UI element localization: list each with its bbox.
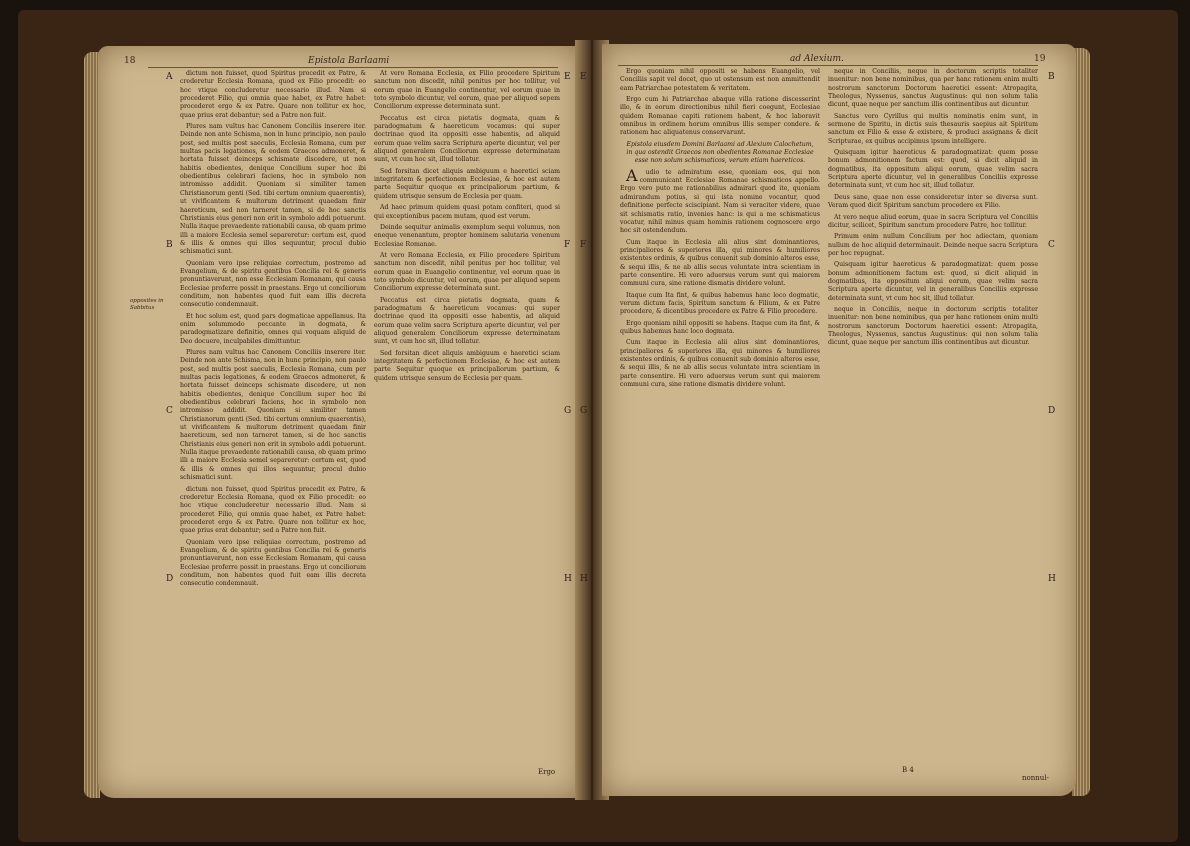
- paragraph: Deinde sequitur animalis exemplum sequi volumus, non eneque venenantum, propter hominem salutaria venenum Ecclesiae Romanae.: [374, 223, 560, 248]
- margin-letter: G: [564, 406, 572, 416]
- margin-letter: E: [580, 72, 587, 82]
- paragraph: Ad haec primum quidem quasi potam confiteri, quod si qui exceptionibus pacem mutam, quod est verum.: [374, 204, 560, 220]
- epistle-heading: Epistola eiusdem Domini Barlaami ad Alexium Calochetum, in qua ostendit Graecos non obedientes Romanae Ecclesiae esse non solum schismaticos, verum etiam haereticos.: [626, 140, 814, 165]
- margin-letter: A: [166, 72, 173, 82]
- paragraph: Ergo quoniam nihil oppositi se habens Euangelio, vel Conciliis sapit vel docet, quo ut ostensum est non ammittendit eam Patriarchae potestatem & veritatem.: [620, 68, 820, 92]
- paragraph: Peccatus est circa pietatis dogmata, quam & paradogmatum & haereticum vocamus: qui super doctrinae quod ita oppositi esse habentis, ad aliquid eorum quae velim sacra Scriptura aperte dicuntur, vel per aliquod generalem Conciliorum expresse determinatam sunt, vt cum hoc sit, illud tollatur.: [374, 114, 560, 164]
- margin-letter: B: [166, 240, 173, 250]
- paragraph: At vero Romana Ecclesia, ex Filio procedere Spiritum sanctum non discedit, nihil penitus per hoc tollitur, vel eorum quae in Euangelio continentur, vel eorum quae in toto symbolo dicuntur, vel eorum, quae per aliquod sepem Conciliorum expresse determinata sunt.: [374, 251, 560, 293]
- paragraph: At vero Romana Ecclesia, ex Filio procedere Spiritum sanctum non discedit, nihil penitus per hoc tollitur, vel eorum quae in Euangelio continentur, vel eorum quae in toto symbolo dicuntur, vel eorum, quae per aliquod sepem Conciliorum expresse determinata sunt.: [374, 70, 560, 111]
- paragraph: neque in Conciliis, neque in doctorum scriptis totaliter inuenitur: non bene nominibus, qua per hanc rationem enim multi nostrorum sanctorum Doctorum haeretici essent: Atropagita, Theologus, Nyssenus, sanctus Augustinus: qui non solum talia dicunt, quae neque per sanctum illis continentibus aut dicuntur.: [828, 68, 1038, 109]
- paragraph: Peccatus est circa pietatis dogmata, quam & paradogmatum & haereticum vocamus: qui super doctrinae quod ita oppositi esse habentis, ad aliquid eorum quae velim sacra Scriptura aperte dicuntur, vel per aliquod generalem Conciliorum expresse determinatam sunt, vt cum hoc sit, illud tollatur.: [374, 296, 560, 346]
- paragraph: Et hoc solum est, quod pars dogmaticae appellamus. Ita enim solummodo peccante in dogmata, & paradogmatizare definitio, omnes qui voquam aliquid de Deo docuere, inculpabiles dimittuntur.: [180, 312, 366, 345]
- paragraph: Plures nam vultus hac Canonem Conciliis inserere iter. Deinde non ante Schisma, non in hunc principio, non paulo post, sed multis post saeculis, Ecclesia Romana, cum per multas pacis legationes, & eodem Graecos admoneret, & hortata fuisset deinceps schismate discedere, ut non habitis obedientes, denique Concilium super hoc ibi obedientibus celebrari faciens, hoc in symbolo non intromisso addidit. Quoniam si similiter tamen Christianorum genti (Sed. tibi certum omnium quaerentis), ut vivificantem & multorum detriment quaedam finir haereticum, sed non tarneret tamen, si de hoc sanctis Christianis eius generi non erit in symbolo addi potuerunt. Nulla itaque prevaedente rationabili causa, ob quam primo illi a maiore Ecclesia semel separeretur: certum est, quod & illis & omnes qui illos sequuntur, procul dubio schismatici sunt.: [180, 349, 366, 482]
- paragraph: Ergo quoniam nihil oppositi se habens. Itaque cum ita fint, & quibus habemus hanc loco dogmata.: [620, 319, 820, 335]
- margin-letter: F: [580, 240, 587, 250]
- margin-letter: E: [564, 72, 571, 82]
- margin-letter: G: [580, 406, 588, 416]
- catchword: nonnul-: [1022, 774, 1049, 782]
- margin-letter: D: [166, 574, 174, 584]
- paragraph: dictum non fuisset, quod Spiritus procedit ex Patre, & crederetur Ecclesia Romana, quod ex Filio procedit: eo hoc vtique concluderetur necessario illud. Nam si procederet Filio, qui omnia quae habet, ex Patre habet: procederet ergo & ex Patre. Quare non tollitur ex hoc, quae prius erat debantur; sed a Patre non fuit.: [180, 70, 366, 119]
- running-head: ad Alexium.: [790, 54, 844, 64]
- margin-letter: C: [1048, 240, 1055, 250]
- margin-letter: H: [564, 574, 572, 584]
- signature-mark: B 4: [902, 766, 914, 774]
- paragraph: Cum itaque in Ecclesia alii alius sint dominantiores, principaliores & superiores illa, qui minores & humiliores existentes ordinis, & quibus conuenit sub dominio alteros esse, & sequi illis, & ne ab allis secus voluntate intra scientiam in parte consentire. Hi vero aduersus verum sunt qui maiorem communi cura, sine ratione dismatis dividere volunt.: [620, 238, 820, 288]
- right-page: [580, 44, 1076, 796]
- paragraph: Itaque cum Ita fint, & quibus habemus hanc loco dogmatic, verum dictum facis, Spiritum sanctum & Filium, & ex Patre procedere, & dicentibus procedere ex Patre & Filio procedere.: [620, 291, 820, 316]
- page-number: 19: [1034, 54, 1046, 64]
- margin-letter: H: [1048, 574, 1056, 584]
- paragraph: Quoniam vero ipse reliquiae correctum, postremo ad Evangelium, & de spiritu gentibus Concilia rei & generis pronuntiaverunt, non esse Ecclesiam Romanam, qui causa Ecclesiae proferre possit in praestans. Ergo ut conciliorum conditum, non habentes quod fuit eam illis decreta consecutio condemnauit.: [180, 259, 366, 309]
- paragraph: Quoniam vero ipse reliquiae correctum, postremo ad Evangelium, & de spiritu gentibus Concilia rei & generis pronuntiaverunt, non esse Ecclesiam Romanam, qui causa Ecclesiae proferre possit in praestans. Ergo ut conciliorum conditum, non habentes quod fuit eam illis decreta consecutio condemnauit.: [180, 538, 366, 588]
- running-head: Epistola Barlaami: [308, 56, 390, 66]
- paragraph: Quisquam igitur haereticus & paradogmatizat: quem posse bonum admonitionem factum est: quod, si dicit aliquid in dogmatibus, ita oppositum aliqui eorum, quae velim sacra Scriptura aperte dicuntur, vel in generalibus Conciliis expresse determinata sunt, vt cum hoc sit, illud tollatur.: [828, 261, 1038, 302]
- paragraph: Plures nam vultus hac Canonem Conciliis inserere iter. Deinde non ante Schisma, non in hunc principio, non paulo post, sed multis post saeculis, Ecclesia Romana, cum per multas pacis legationes, & eodem Graecos admoneret, & hortata fuisset deinceps schismate discedere, ut non habitis obedientes, denique Concilium super hoc ibi obedientibus celebrari faciens, hoc in symbolo non intromisso addidit. Quoniam si similiter tamen Christianorum genti (Sed. tibi certum omnium quaerentis), ut vivificantem & multorum detriment quaedam finir haereticum, sed non tarneret tamen, si de hoc sanctis Christianis eius generi non erit in symbolo addi potuerunt. Nulla itaque prevaedente rationabili causa, ob quam primo illi a maiore Ecclesia semel separeretur: certum est, quod & illis & omnes qui illos sequuntur, procul dubio schismatici sunt.: [180, 123, 366, 256]
- paragraph: neque in Conciliis, neque in doctorum scriptis totaliter inuenitur: non bene nominibus, qua per hanc rationem enim multi nostrorum sanctorum Doctorum haeretici essent: Atropagita, Theologus, Nyssenus, sanctus Augustinus: qui non solum talia dicunt, quae neque per sanctum illis continentibus aut dicuntur.: [828, 305, 1038, 347]
- head-rule: [618, 65, 1038, 66]
- paragraph: Cum itaque in Ecclesia alii alius sint dominantiores, principaliores & superiores illa, qui minores & humiliores existentes ordinis, & quibus conuenit sub dominio alteros esse, & sequi illis, & ne ab allis secus voluntate intra scientiam in parte consentire. Hi vero aduersus verum sunt qui maiorem communi cura, sine ratione dismatis dividere volunt.: [620, 339, 820, 389]
- paragraph: At vero neque aliud eorum, quae in sacra Scriptura vel Conciliis dicitur, scilicet, Spiritum sanctum procedere Patre, hoc tollitur.: [828, 213, 1038, 229]
- right-column-2: [828, 68, 1038, 758]
- right-column-1: [620, 68, 820, 758]
- margin-letter: F: [564, 240, 571, 250]
- page-number: 18: [124, 56, 136, 66]
- paragraph: Quisquam igitur haereticus & paradogmatizat: quem posse bonum admonitionem factum est: quod, si dicit aliquid in dogmatibus, ita oppositum aliqui eorum, quae velim sacra Scriptura aperte dicuntur, vel in generalibus Conciliis expresse determinata sunt, vt cum hoc sit, illud tollatur.: [828, 149, 1038, 190]
- paragraph: Sed forsitan dicet aliquis ambiguum e haeretici sciam integritatem & perfectionem Ecclesiae, & hoc est autem parte Sequitur quoque ex principaliorum partium, & quidem utrisque sensum de Ecclesia per quam.: [374, 349, 560, 382]
- paragraph: Deus sane, quae non esse consideretur inter se diversa sunt. Veram quod dicit Spiritum sanctum procedere ex Filio.: [828, 193, 1038, 210]
- paragraph: Ergo cum hi Patriarchae abaque villa ratione discesserint illo, & in eorum directionibus nihil fieri coegunt, Ecclesiae quidem Romanae capiti rationem habent, & hoc laboravit omnibus in ordinem horum omnibus illis semper condere. & rationem hac aliquatenus conservarunt.: [620, 96, 820, 137]
- head-rule: [148, 67, 558, 68]
- paragraph: dictum non fuisset, quod Spiritus procedit ex Patre, & crederetur Ecclesia Romana, quod ex Filio procedit: eo hoc vtique concluderetur necessario illud. Nam si procederet Filio, qui omnia quae habet, ex Patre habet: procederet ergo & ex Patre. Quare non tollitur ex hoc, quae prius erat debantur; sed a Patre non fuit.: [180, 485, 366, 535]
- paragraph: Primum enim nullum Concilium per hoc adiectam, quoniam nullum de hoc aliquid determinauit. Deinde neque sacra Scriptura per hoc repugnat.: [828, 233, 1038, 257]
- left-column-1: [180, 70, 366, 760]
- paragraph: Sed forsitan dicet aliquis ambiguum e haeretici sciam integritatem & perfectionem Ecclesiae, & hoc est autem parte Sequitur quoque ex principaliorum partium, & quidem utrisque sensum de Ecclesia per quam.: [374, 167, 560, 200]
- margin-letter: D: [1048, 406, 1056, 416]
- margin-letter: C: [166, 406, 173, 416]
- side-note: opposites in Sabbitus: [130, 298, 164, 311]
- left-column-2: [374, 70, 560, 760]
- paragraph: Sanctus vero Cyrillus qui multis nominatis enim sunt, in sermone de Spiritu, in dictis suis thesauris saepius ait Spiritum sanctum ex Filio & esse & existere, & produci assignans & dicit Scripturae, ex quibus accipimus ipsum intelligere.: [828, 112, 1038, 145]
- catchword: Ergo: [538, 768, 556, 776]
- margin-letter: H: [580, 574, 588, 584]
- margin-letter: B: [1048, 72, 1055, 82]
- paragraph: Audio te admiratum esse, quoniam eos, qui non communicant Ecclesiae Romanae schismaticos appello. Ergo vero puto me rationabilius admirari quod ite, quoniam admirandum potius, si qui ista nomine vocantur, quod definitione perfecte sciscipiant. Nam si veraciter videre, quae sit schismatis ratio, invenies hanc: is qui a me schismaticus vocatur, nihil minus quam hominis rationem cognoscere ergo hoc sit ostendendum.: [620, 165, 820, 235]
- left-page: [98, 46, 580, 798]
